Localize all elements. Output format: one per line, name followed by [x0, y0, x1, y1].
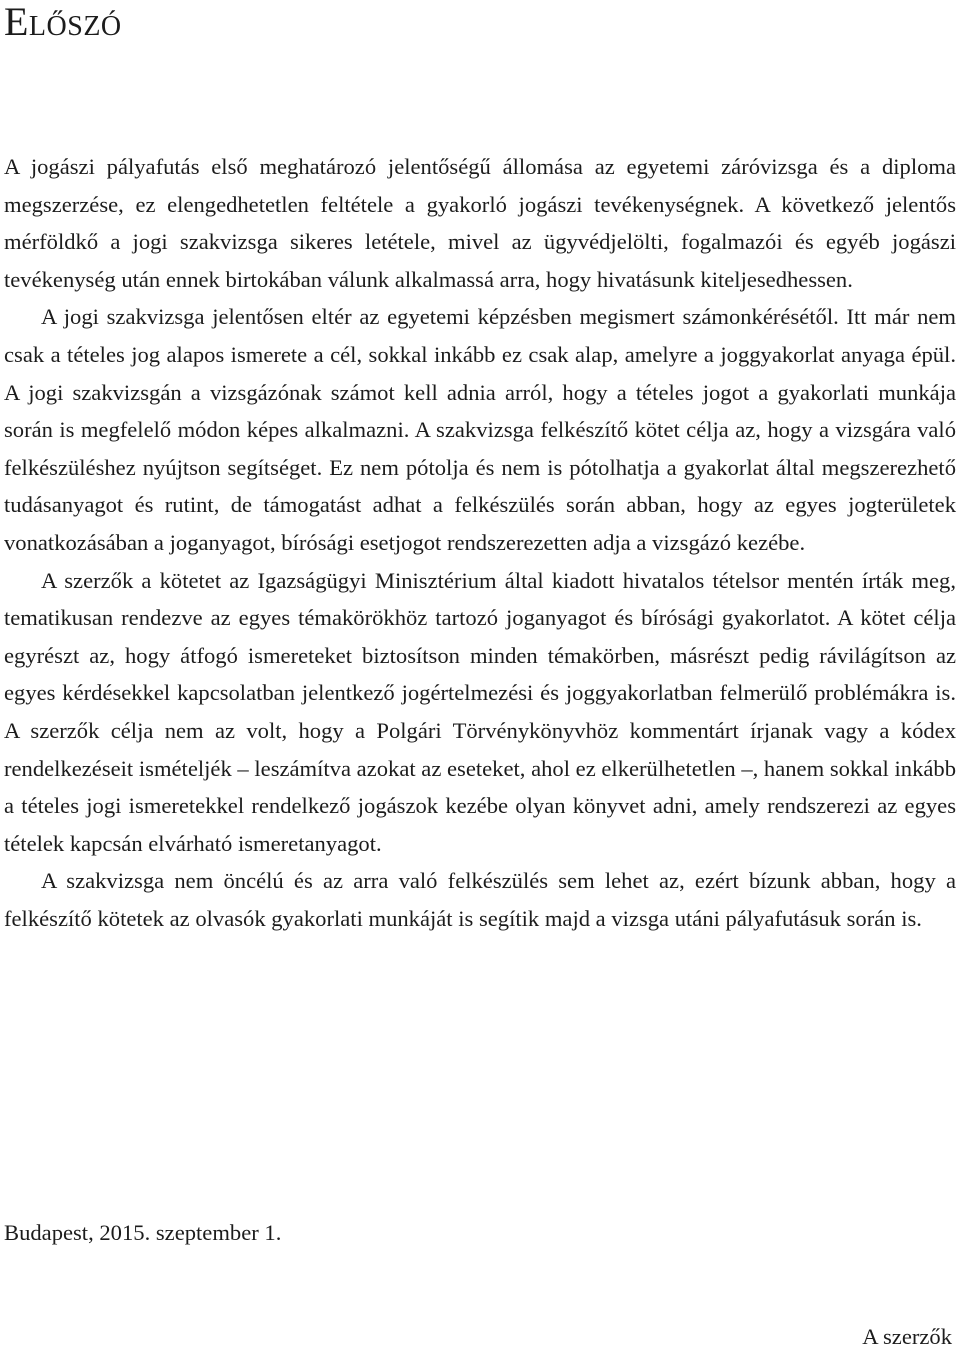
paragraph-2: A jogi szakvizsga jelentősen eltér az egyetemi képzésben megismert számonkérésétől. Itt már nem csak a tételes jog alapos ismerete a cél, sokkal inkább ez csak alap, amelyre a joggyakorlat anyaga épül. A jogi szakvizsgán a vizsgázónak számot kell adnia arról, hogy a tételes jogot a gyakorlati munkája során is megfelelő módon képes alkalmazni. A szakvizsga felkészítő kötet célja az, hogy a vizsgára való felkészüléshez nyújtson segítséget. Ez nem pótolja és nem is pótolhatja a gyakorlat által megszerezhető tudásanyagot és rutint, de támogatást adhat a felkészülés során abban, hogy az egyes jogterületek vonatkozásában a joganyagot, bírósági esetjogot rendszerezetten adja a vizsgázó kezébe. [4, 304, 956, 555]
signature: A szerzők [862, 1324, 952, 1349]
paragraph-4: A szakvizsga nem öncélú és az arra való felkészülés sem lehet az, ezért bízunk abban, hogy a felkészítő kötetek az olvasók gyakorlati munkáját is segítik majd a vizsga utáni pályafutásuk során is. [4, 868, 956, 931]
paragraph-3: A szerzők a kötetet az Igazságügyi Minisztérium által kiadott hivatalos tételsor mentén írták meg, tematikusan rendezve az egyes témakörökhöz tartozó joganyagot és bírósági gyakorlatot. A kötet célja egyrészt az, hogy átfogó ismereteket biztosítson minden témakörben, másrészt pedig rávilágítson az egyes kérdésekkel kapcsolatban jelentkező jogértelmezési és joggyakorlatban felmerülő problémákra is. A szerzők célja nem az volt, hogy a Polgári Törvénykönyvhöz kommentárt írjanak vagy a kódex rendelkezéseit ismételjék – leszámítva azokat az eseteket, ahol ez elkerülhetetlen –, hanem sokkal inkább a tételes jogi ismeretekkel rendelkező jogászok kezébe olyan könyvet adni, amely rendszerezi az egyes tételek kapcsán elvárható ismeretanyagot. [4, 567, 956, 856]
page-title: Előszó [4, 0, 122, 44]
preface-body [4, 148, 956, 937]
paragraph-1: A jogászi pályafutás első meghatározó jelentőségű állomása az egyetemi záróvizsga és a diploma megszerzése, ez elengedhetetlen feltétele a gyakorló jogászi tevékenységnek. A következő jelentős mérföldkő a jogi szakvizsga sikeres letétele, mivel az ügyvédjelölti, fogalmazói és egyéb jogászi tevékenység után ennek birtokában válunk alkalmassá arra, hogy hivatásunk kiteljesedhessen. [4, 154, 956, 292]
document-page [4, 0, 956, 1355]
place-and-date: Budapest, 2015. szeptember 1. [4, 1220, 282, 1245]
